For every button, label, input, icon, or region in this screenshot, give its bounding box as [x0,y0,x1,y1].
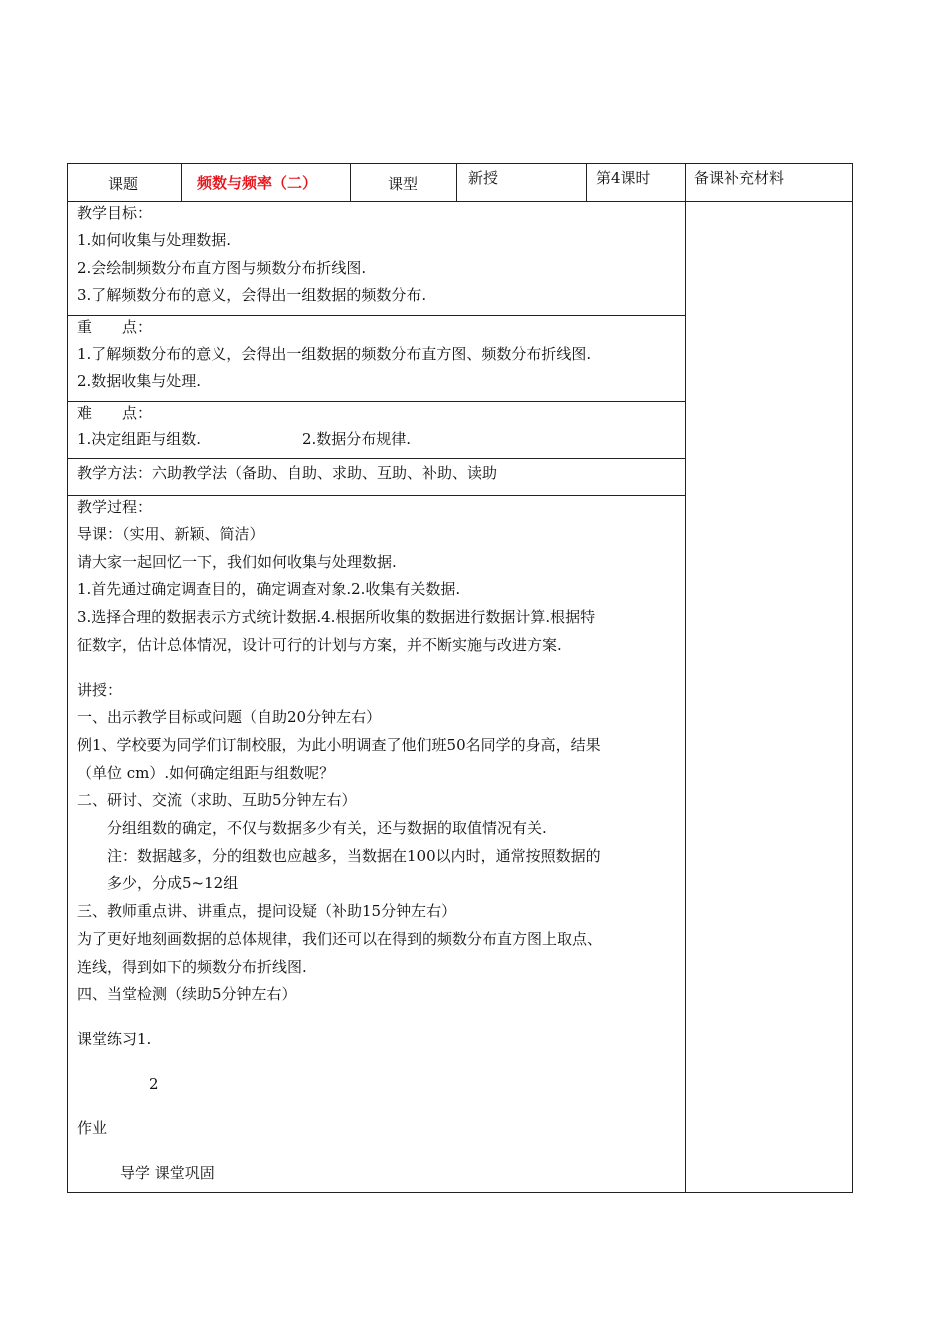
process-line: 三、教师重点讲、讲重点，提问设疑（补助15分钟左右） [77,902,457,920]
process-heading: 教学过程： [77,498,153,516]
process-line: 注：数据越多，分的组数也应越多，当数据在100以内时，通常按照数据的 [107,847,601,865]
key-point-item: 2.数据收集与处理. [77,372,202,390]
header-row-divider [67,201,853,202]
process-line: 3.选择合理的数据表示方式统计数据.4.根据所收集的数据进行数据计算.根据特 [77,608,596,626]
lesson-type-value: 新授 [468,169,499,187]
method-divider [67,495,686,496]
header-col-divider-1 [181,163,182,201]
process-line: 请大家一起回忆一下，我们如何收集与处理数据. [77,553,397,571]
process-line: 例1、学校要为同学们订制校服，为此小明调查了他们班50名同学的身高，结果 [77,736,601,754]
process-line: 连线，得到如下的频数分布折线图. [77,958,307,976]
process-line: 分组组数的确定，不仅与数据多少有关，还与数据的取值情况有关. [107,819,547,837]
objective-item: 2.会绘制频数分布直方图与频数分布折线图. [77,259,367,277]
header-col-divider-2 [350,163,351,201]
side-column-divider [685,163,686,1193]
teaching-method: 教学方法：六助教学法（备助、自助、求助、互助、补助、读助 [77,464,498,482]
process-line: 为了更好地刻画数据的总体规律，我们还可以在得到的频数分布直方图上取点、 [77,930,603,948]
header-col-divider-4 [586,163,587,201]
key-point-item: 1.了解频数分布的意义，会得出一组数据的频数分布直方图、频数分布折线图. [77,345,592,363]
period-label: 第4课时 [596,169,651,187]
classroom-exercise-label: 课堂练习1. [77,1030,152,1048]
difficulties-divider [67,458,686,459]
process-line: 1.首先通过确定调查目的，确定调查对象.2.收集有关数据. [77,580,461,598]
homework-items: 导学 课堂巩固 [120,1164,215,1182]
homework-label: 作业 [77,1119,108,1137]
process-line: 一、出示教学目标或问题（自助20分钟左右） [77,708,382,726]
process-line: （单位 cm）.如何确定组距与组数呢？ [77,764,335,782]
difficulty-item-1: 1.决定组距与组数. [77,430,202,448]
exercise-number: 2 [149,1075,159,1093]
topic-title: 频数与频率（二） [197,174,318,192]
key-points-heading: 重 点： [77,318,153,336]
difficulty-item-2: 2.数据分布规律. [302,430,412,448]
process-line: 多少，分成5~12组 [107,874,239,892]
objective-item: 1.如何收集与处理数据. [77,231,232,249]
objectives-heading: 教学目标： [77,204,153,222]
process-line: 征数字，估计总体情况，设计可行的计划与方案，并不断实施与改进方案. [77,636,562,654]
lesson-type-label: 课型 [388,175,419,193]
key-points-divider [67,401,686,402]
objective-item: 3.了解频数分布的意义，会得出一组数据的频数分布. [77,286,427,304]
process-line: 讲授： [77,681,123,699]
header-col-divider-3 [456,163,457,201]
difficulties-heading: 难 点： [77,404,153,422]
process-line: 二、研讨、交流（求助、互助5分钟左右） [77,791,357,809]
lesson-plan-table [67,163,853,1193]
topic-label: 课题 [108,175,139,193]
process-line: 四、当堂检测（续助5分钟左右） [77,985,297,1003]
objectives-divider [67,315,686,316]
process-line: 导课：（实用、新颖、简洁） [77,525,265,543]
supplementary-materials-title: 备课补充材料 [694,169,785,187]
